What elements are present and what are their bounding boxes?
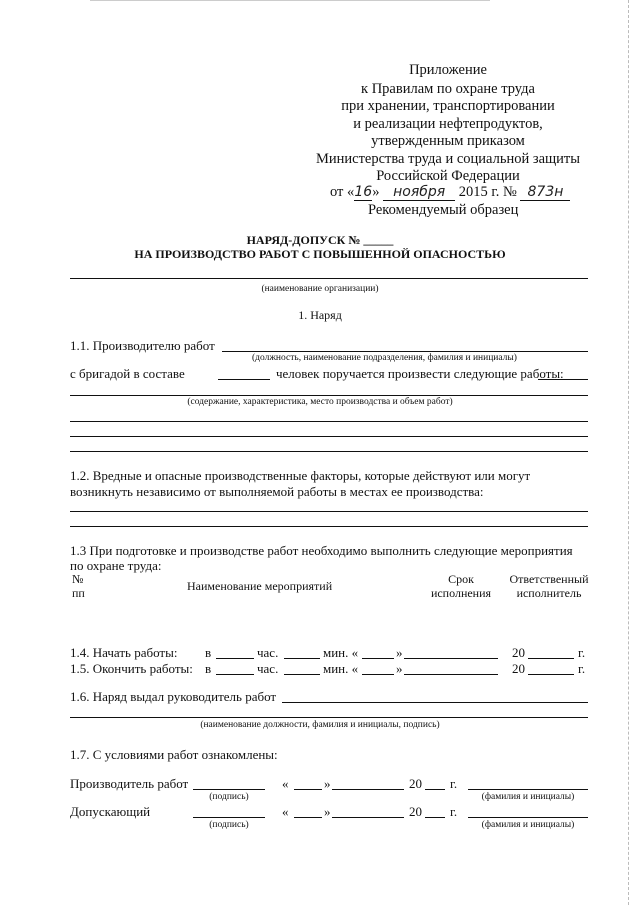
sample-label: Рекомендуемый образец [368, 202, 519, 218]
s16-label: 1.6. Наряд выдал руководитель работ [70, 689, 277, 704]
end-month-line[interactable] [404, 674, 498, 675]
end-day-line[interactable] [362, 674, 394, 675]
end-year-line[interactable] [528, 674, 574, 675]
admitter-name-line[interactable] [468, 817, 588, 818]
s15-close-quote: » [396, 661, 403, 676]
admitter-open-quote: « [282, 804, 289, 819]
factors-line-2[interactable] [70, 526, 588, 527]
end-min-line[interactable] [284, 674, 320, 675]
section-1-title: 1. Наряд [298, 308, 342, 322]
admitter-g: г. [450, 804, 458, 819]
admitter-close-quote: » [324, 804, 331, 819]
start-min-line[interactable] [284, 658, 320, 659]
producer-year: 20 [409, 776, 422, 791]
s15-year: 20 [512, 661, 525, 676]
start-day-line[interactable] [362, 658, 394, 659]
s15-min: мин. « [323, 661, 359, 676]
brigade-text: человек поручается произвести следующие работы: [276, 366, 564, 381]
producer-sign-caption: (подпись) [209, 792, 249, 802]
order-date-line [330, 184, 570, 201]
end-hour-line[interactable] [216, 674, 254, 675]
s13-line2: по охране труда: [70, 558, 162, 573]
producer-day-line[interactable] [294, 789, 322, 790]
s15-in: в [205, 661, 212, 676]
start-month-line[interactable] [404, 658, 498, 659]
org-caption: (наименование организации) [261, 284, 379, 294]
admitter-day-line[interactable] [294, 817, 322, 818]
s14-label: 1.4. Начать работы: [70, 645, 178, 660]
order-prefix: от « [330, 184, 355, 200]
s14-hours: час. [257, 645, 279, 660]
s12-line2: возникнуть независимо от выполняемой работы в местах ее производства: [70, 484, 484, 499]
works-line-1[interactable] [70, 395, 588, 396]
col-term-2: исполнения [430, 586, 492, 600]
appendix-label: Приложение [409, 62, 487, 78]
s14-min: мин. « [323, 645, 359, 660]
s11-caption: (должность, наименование подразделения, фамилия и инициалы) [252, 353, 517, 363]
admitter-month-line[interactable] [332, 817, 404, 818]
s15-g: г. [578, 661, 586, 676]
s11-label: 1.1. Производителю работ [70, 338, 215, 353]
admitter-name-caption: (фамилия и инициалы) [481, 820, 575, 830]
admitter-year: 20 [409, 804, 422, 819]
col-no-1: № [72, 572, 84, 586]
admitter-sign-caption: (подпись) [209, 820, 249, 830]
s15-hours: час. [257, 661, 279, 676]
s15-label: 1.5. Окончить работы: [70, 661, 193, 676]
producer-label: Производитель работ [70, 776, 189, 791]
works-line-3[interactable] [70, 436, 588, 437]
works-caption: (содержание, характеристика, место производства и объем работ) [187, 397, 453, 407]
factors-line-1[interactable] [70, 511, 588, 512]
s14-g: г. [578, 645, 586, 660]
order-mid: » [372, 184, 380, 200]
scan-top-edge [90, 0, 490, 1]
admitter-sign-line[interactable] [193, 817, 265, 818]
s16-caption: (наименование должности, фамилия и инициалы, подпись) [200, 720, 440, 730]
appendix-approved: утвержденным приказом [371, 133, 525, 149]
producer-name-line[interactable] [468, 789, 588, 790]
producer-month-line[interactable] [332, 789, 404, 790]
producer-year-line[interactable] [425, 789, 445, 790]
appendix-oil: и реализации нефтепродуктов, [353, 116, 543, 132]
appendix-storage: при хранении, транспортировании [341, 98, 555, 114]
producer-g: г. [450, 776, 458, 791]
producer-close-quote: » [324, 776, 331, 791]
org-name-line[interactable] [70, 278, 588, 279]
s13-line1: 1.3 При подготовке и производстве работ необходимо выполнить следующие мероприятия [70, 543, 573, 558]
order-year: 2015 г. № [458, 184, 517, 200]
works-line-2[interactable] [70, 421, 588, 422]
order-day: 16 [354, 184, 373, 200]
appendix-rules: к Правилам по охране труда [361, 81, 535, 97]
s17-label: 1.7. С условиями работ ознакомлены: [70, 747, 278, 762]
producer-field-line[interactable] [222, 351, 588, 352]
col-no-2: пп [72, 586, 85, 600]
col-resp-2: исполнитель [516, 586, 582, 600]
brigade-count-line[interactable] [218, 379, 270, 380]
admitter-year-line[interactable] [425, 817, 445, 818]
doc-title-line2: НА ПРОИЗВОДСТВО РАБОТ С ПОВЫШЕННОЙ ОПАСНОСТЬЮ [134, 247, 506, 261]
doc-title-line1: НАРЯД-ДОПУСК № _____ [246, 233, 394, 247]
brigade-label: с бригадой в составе [70, 366, 185, 381]
admitter-label: Допускающий [70, 804, 151, 819]
appendix-ministry: Министерства труда и социальной защиты [315, 151, 581, 167]
works-start-line[interactable] [538, 379, 588, 380]
works-line-4[interactable] [70, 451, 588, 452]
start-hour-line[interactable] [216, 658, 254, 659]
col-name: Наименование мероприятий [187, 579, 333, 593]
appendix-federation: Российской Федерации [376, 168, 520, 184]
s14-year: 20 [512, 645, 525, 660]
producer-name-caption: (фамилия и инициалы) [481, 792, 575, 802]
order-number: 873н [520, 184, 570, 201]
issuer-field-line-2[interactable] [70, 717, 588, 718]
s14-in: в [205, 645, 212, 660]
col-term-1: Срок [448, 572, 474, 586]
start-year-line[interactable] [528, 658, 574, 659]
scan-edge-line [628, 0, 629, 905]
col-resp-1: Ответственный [509, 572, 589, 586]
producer-sign-line[interactable] [193, 789, 265, 790]
s14-close-quote: » [396, 645, 403, 660]
order-month: ноября [383, 184, 455, 201]
s12-line1: 1.2. Вредные и опасные производственные факторы, которые действуют или могут [70, 468, 531, 483]
producer-open-quote: « [282, 776, 289, 791]
issuer-field-line[interactable] [282, 702, 588, 703]
